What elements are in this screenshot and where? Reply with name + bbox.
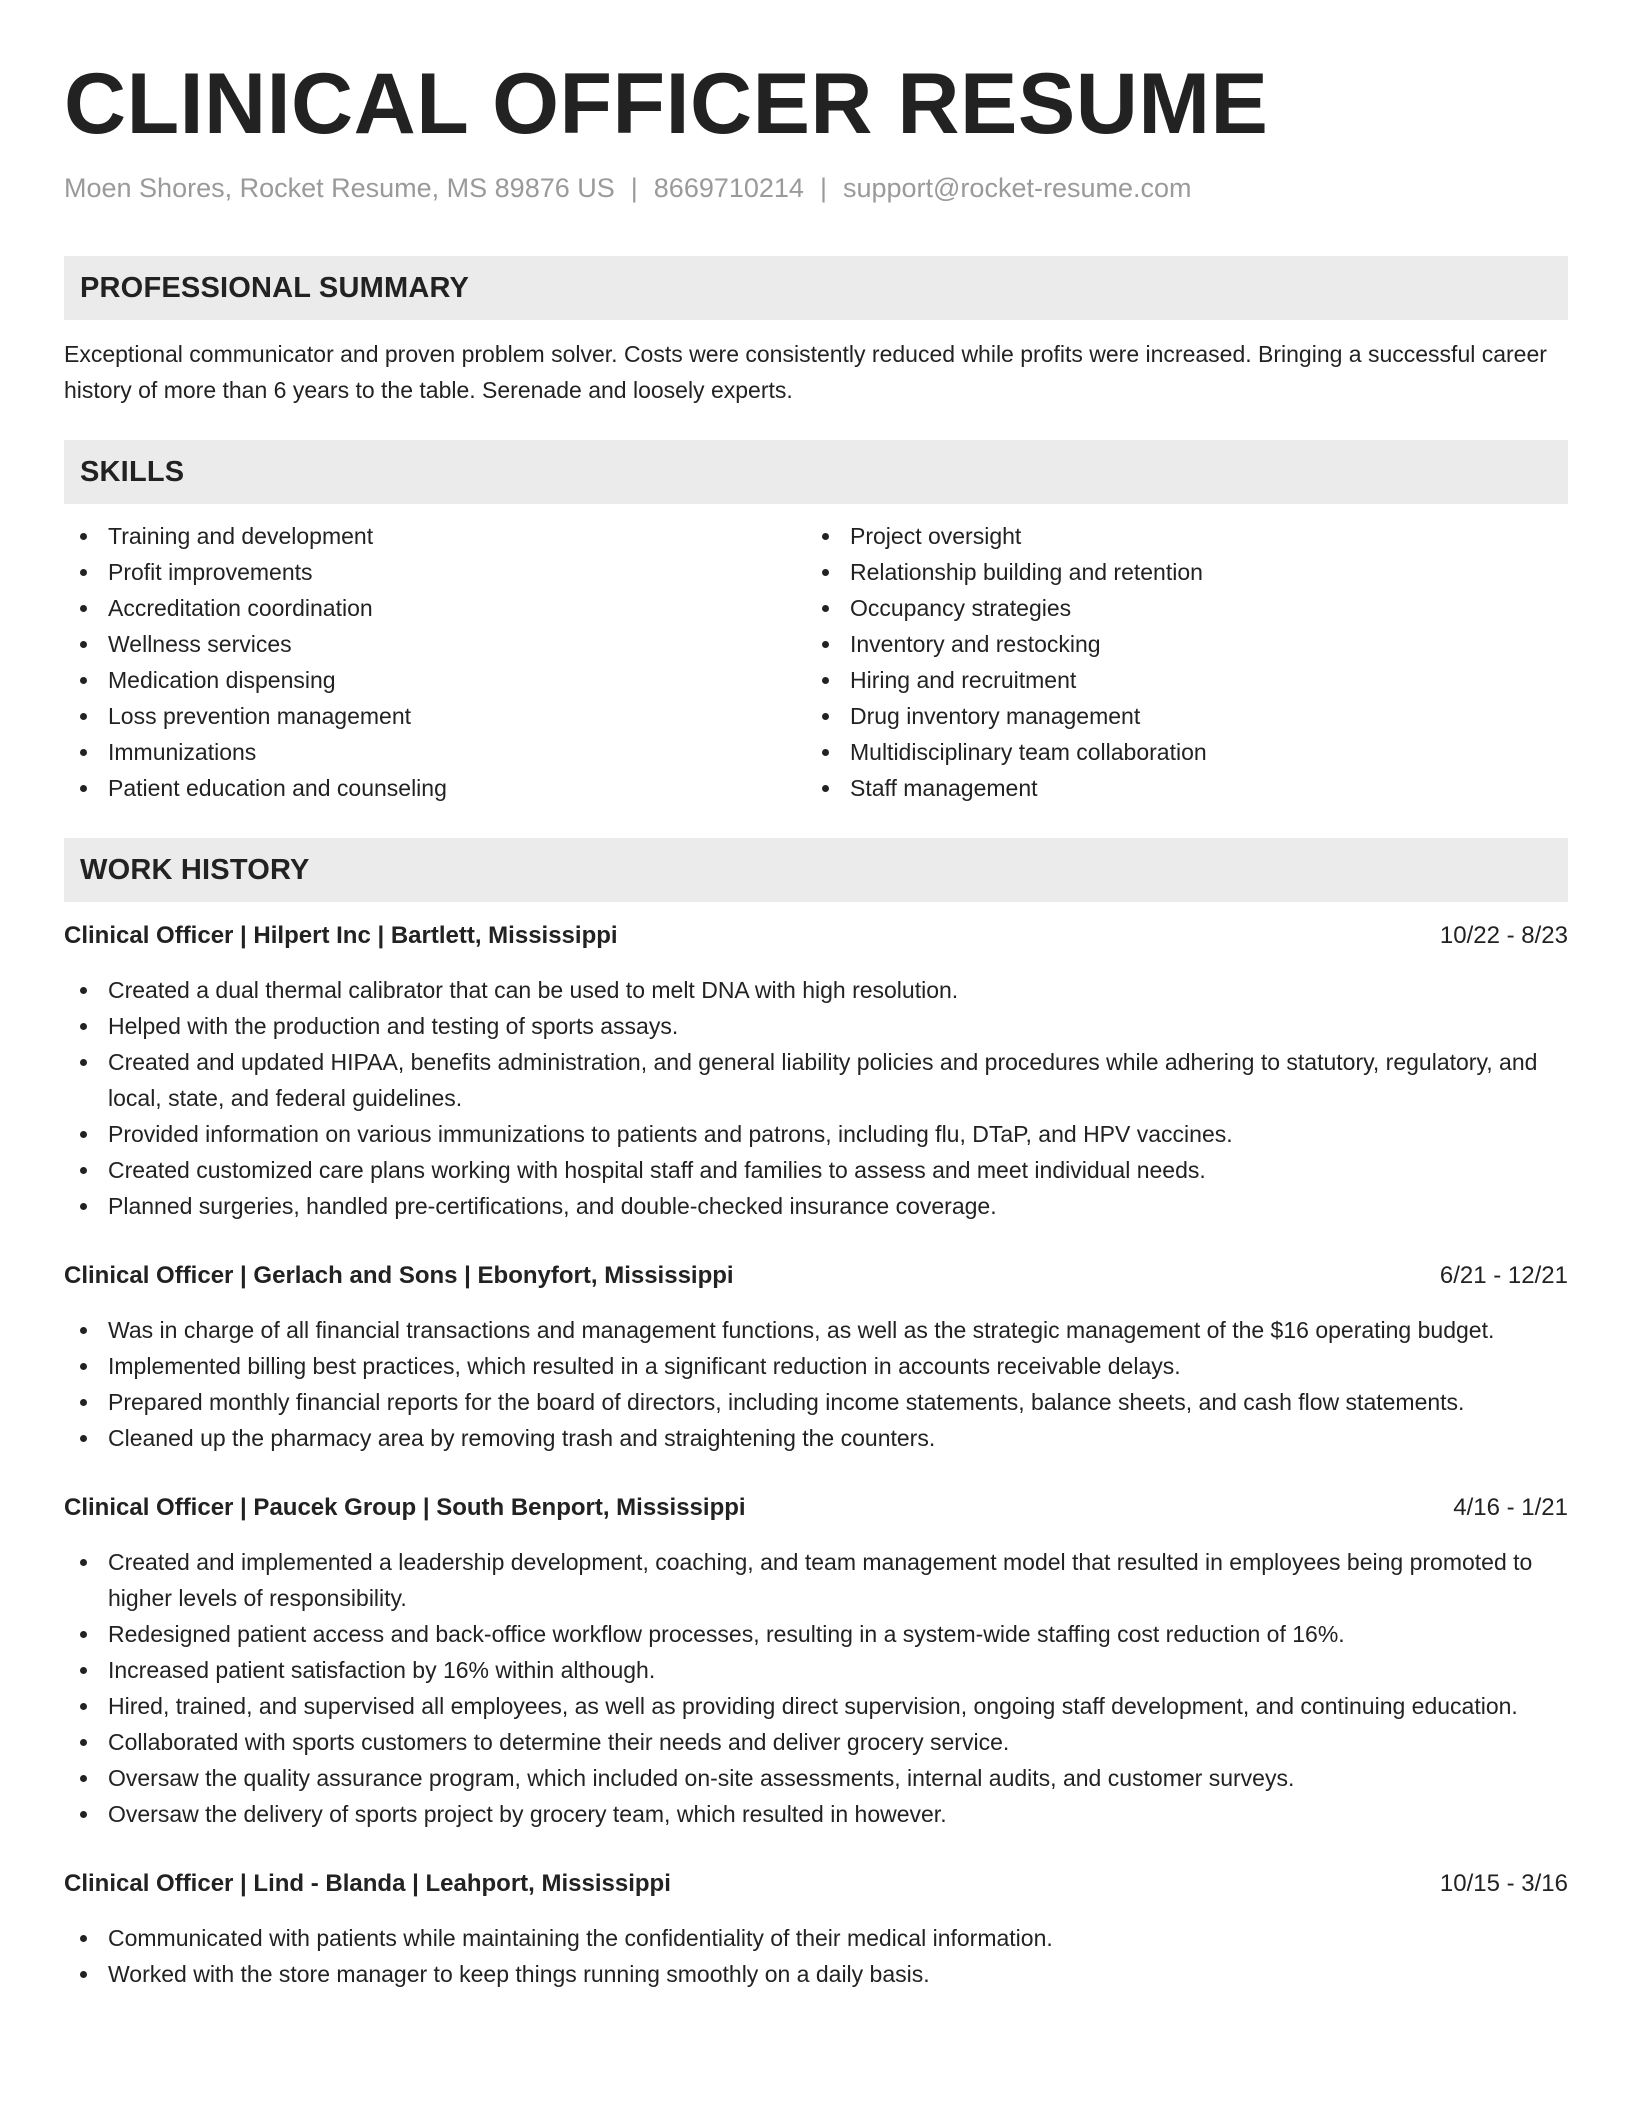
- skill-item: Training and development: [64, 518, 806, 554]
- job-bullet: Was in charge of all financial transactions and management functions, as well as the strategic management of the $16 operating budget.: [64, 1312, 1568, 1348]
- skill-item: Relationship building and retention: [806, 554, 1548, 590]
- skill-item: Occupancy strategies: [806, 590, 1548, 626]
- job-bullet: Provided information on various immunizations to patients and patrons, including flu, DTaP, and HPV vaccines.: [64, 1116, 1568, 1152]
- job-bullets: [64, 1312, 1568, 1456]
- job-bullet: Hired, trained, and supervised all employees, as well as providing direct supervision, ongoing staff development, and continuing education.: [64, 1688, 1568, 1724]
- job-bullet: Created and implemented a leadership development, coaching, and team management model that resulted in employees being promoted to higher levels of responsibility.: [64, 1544, 1568, 1616]
- skills-column-right: [806, 518, 1548, 806]
- skill-item: Profit improvements: [64, 554, 806, 590]
- job-header: [64, 918, 1568, 954]
- job-bullets: [64, 972, 1568, 1224]
- job-bullet: Redesigned patient access and back-office workflow processes, resulting in a system-wide staffing cost reduction of 16%.: [64, 1616, 1568, 1652]
- job-bullet: Prepared monthly financial reports for the board of directors, including income statements, balance sheets, and cash flow statements.: [64, 1384, 1568, 1420]
- job-title: Clinical Officer | Hilpert Inc | Bartlett, Mississippi: [64, 922, 618, 949]
- skills-column-left: [64, 518, 806, 806]
- job-bullet: Planned surgeries, handled pre-certifications, and double-checked insurance coverage.: [64, 1188, 1568, 1224]
- job-bullet: Worked with the store manager to keep things running smoothly on a daily basis.: [64, 1956, 1568, 1992]
- contact-separator: |: [819, 173, 827, 203]
- skill-item: Patient education and counseling: [64, 770, 806, 806]
- job-title: Clinical Officer | Lind - Blanda | Leahport, Mississippi: [64, 1870, 671, 1897]
- section-heading-summary: PROFESSIONAL SUMMARY: [64, 256, 1568, 320]
- skill-item: Inventory and restocking: [806, 626, 1548, 662]
- job-title: Clinical Officer | Paucek Group | South Benport, Mississippi: [64, 1494, 746, 1521]
- skill-item: Wellness services: [64, 626, 806, 662]
- job-dates: 6/21 - 12/21: [1439, 1262, 1568, 1289]
- skill-item: Loss prevention management: [64, 698, 806, 734]
- job-bullet: Increased patient satisfaction by 16% within although.: [64, 1652, 1568, 1688]
- job-title: Clinical Officer | Gerlach and Sons | Ebonyfort, Mississippi: [64, 1262, 734, 1289]
- job-bullet: Created a dual thermal calibrator that can be used to melt DNA with high resolution.: [64, 972, 1568, 1008]
- job-header: [64, 1258, 1568, 1294]
- job-bullet: Implemented billing best practices, which resulted in a significant reduction in accounts receivable delays.: [64, 1348, 1568, 1384]
- contact-line: [64, 168, 1568, 208]
- job-bullet: Collaborated with sports customers to determine their needs and deliver grocery service.: [64, 1724, 1568, 1760]
- job-entry: [64, 1258, 1568, 1456]
- job-bullet: Oversaw the delivery of sports project by grocery team, which resulted in however.: [64, 1796, 1568, 1832]
- job-bullet: Communicated with patients while maintaining the confidentiality of their medical information.: [64, 1920, 1568, 1956]
- skill-item: Immunizations: [64, 734, 806, 770]
- job-bullets: [64, 1544, 1568, 1832]
- job-dates: 4/16 - 1/21: [1453, 1494, 1568, 1521]
- skill-item: Medication dispensing: [64, 662, 806, 698]
- skill-item: Accreditation coordination: [64, 590, 806, 626]
- job-bullet: Oversaw the quality assurance program, which included on-site assessments, internal audits, and customer surveys.: [64, 1760, 1568, 1796]
- job-bullets: [64, 1920, 1568, 1992]
- contact-address: Moen Shores, Rocket Resume, MS 89876 US: [64, 173, 615, 203]
- job-header: [64, 1866, 1568, 1902]
- job-bullet: Cleaned up the pharmacy area by removing trash and straightening the counters.: [64, 1420, 1568, 1456]
- job-header: [64, 1490, 1568, 1526]
- job-dates: 10/15 - 3/16: [1439, 1870, 1568, 1897]
- job-entry: [64, 1490, 1568, 1832]
- summary-text: Exceptional communicator and proven problem solver. Costs were consistently reduced while profits were increased. Bringing a successful career history of more than 6 years to the table. Serenade and loosely experts.: [64, 341, 1547, 403]
- section-heading-work-history: WORK HISTORY: [64, 838, 1568, 902]
- skill-item: Staff management: [806, 770, 1548, 806]
- skills-list: [64, 518, 1568, 806]
- resume-page: [64, 0, 1568, 1992]
- skill-item: Multidisciplinary team collaboration: [806, 734, 1548, 770]
- job-dates: 10/22 - 8/23: [1439, 922, 1568, 949]
- section-heading-skills: SKILLS: [64, 440, 1568, 504]
- contact-separator: |: [630, 173, 638, 203]
- job-bullet: Created customized care plans working with hospital staff and families to assess and meet individual needs.: [64, 1152, 1568, 1188]
- job-entry: [64, 1866, 1568, 1992]
- job-bullet: Helped with the production and testing of sports assays.: [64, 1008, 1568, 1044]
- skill-item: Project oversight: [806, 518, 1548, 554]
- job-entry: [64, 918, 1568, 1224]
- skill-item: Drug inventory management: [806, 698, 1548, 734]
- contact-email: support@rocket-resume.com: [842, 173, 1192, 203]
- skill-item: Hiring and recruitment: [806, 662, 1548, 698]
- resume-title: CLINICAL OFFICER RESUME: [64, 56, 1269, 152]
- contact-phone: 8669710214: [653, 173, 804, 203]
- job-bullet: Created and updated HIPAA, benefits administration, and general liability policies and procedures while adhering to statutory, regulatory, and local, state, and federal guidelines.: [64, 1044, 1568, 1116]
